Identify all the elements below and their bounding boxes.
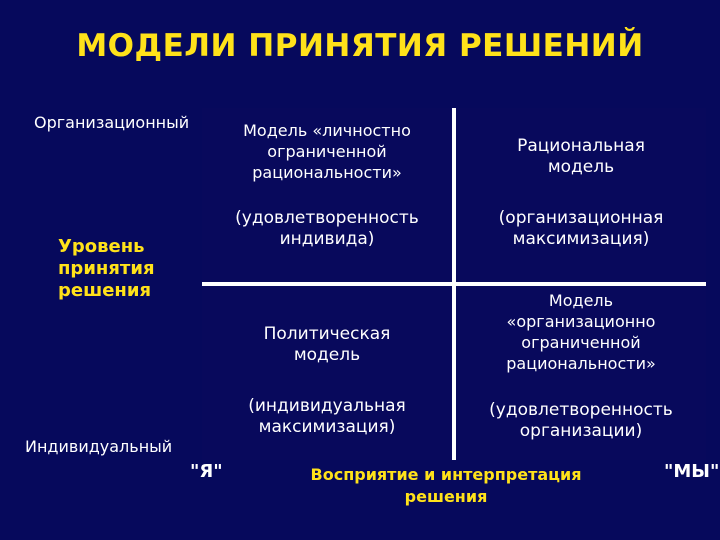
x-axis-left-label: "Я": [190, 461, 223, 482]
cell-model-name: Модель «организационно ограниченной рациональности»: [506, 291, 656, 373]
x-axis-right-label: "МЫ": [664, 461, 720, 482]
x-axis-label: Восприятие и интерпретация решения: [310, 465, 582, 506]
cell-model-name: Рациональная модель: [517, 136, 645, 177]
cell-model-name: Политическая модель: [263, 324, 391, 365]
cell-rational-model: [456, 108, 706, 282]
cell-bounded-rationality-individual: [202, 108, 452, 282]
cell-model-name: Модель «личностно ограниченной рациональности»: [243, 121, 411, 182]
cell-political-model: [202, 286, 452, 460]
cell-model-criterion: (удовлетворенность индивида): [235, 208, 419, 249]
cell-model-criterion: (организационная максимизация): [498, 208, 664, 249]
y-axis-bottom-label: Индивидуальный: [25, 437, 173, 456]
cell-bounded-rationality-organizational: [456, 286, 706, 460]
y-axis-label: Уровень принятия решения: [58, 236, 155, 301]
cell-model-criterion: (индивидуальная максимизация): [248, 396, 406, 437]
y-axis-top-label: Организационный: [34, 113, 190, 132]
page-title: МОДЕЛИ ПРИНЯТИЯ РЕШЕНИЙ: [76, 28, 644, 64]
decision-models-matrix: [202, 108, 706, 460]
cell-model-criterion: (удовлетворенность организации): [489, 400, 673, 441]
